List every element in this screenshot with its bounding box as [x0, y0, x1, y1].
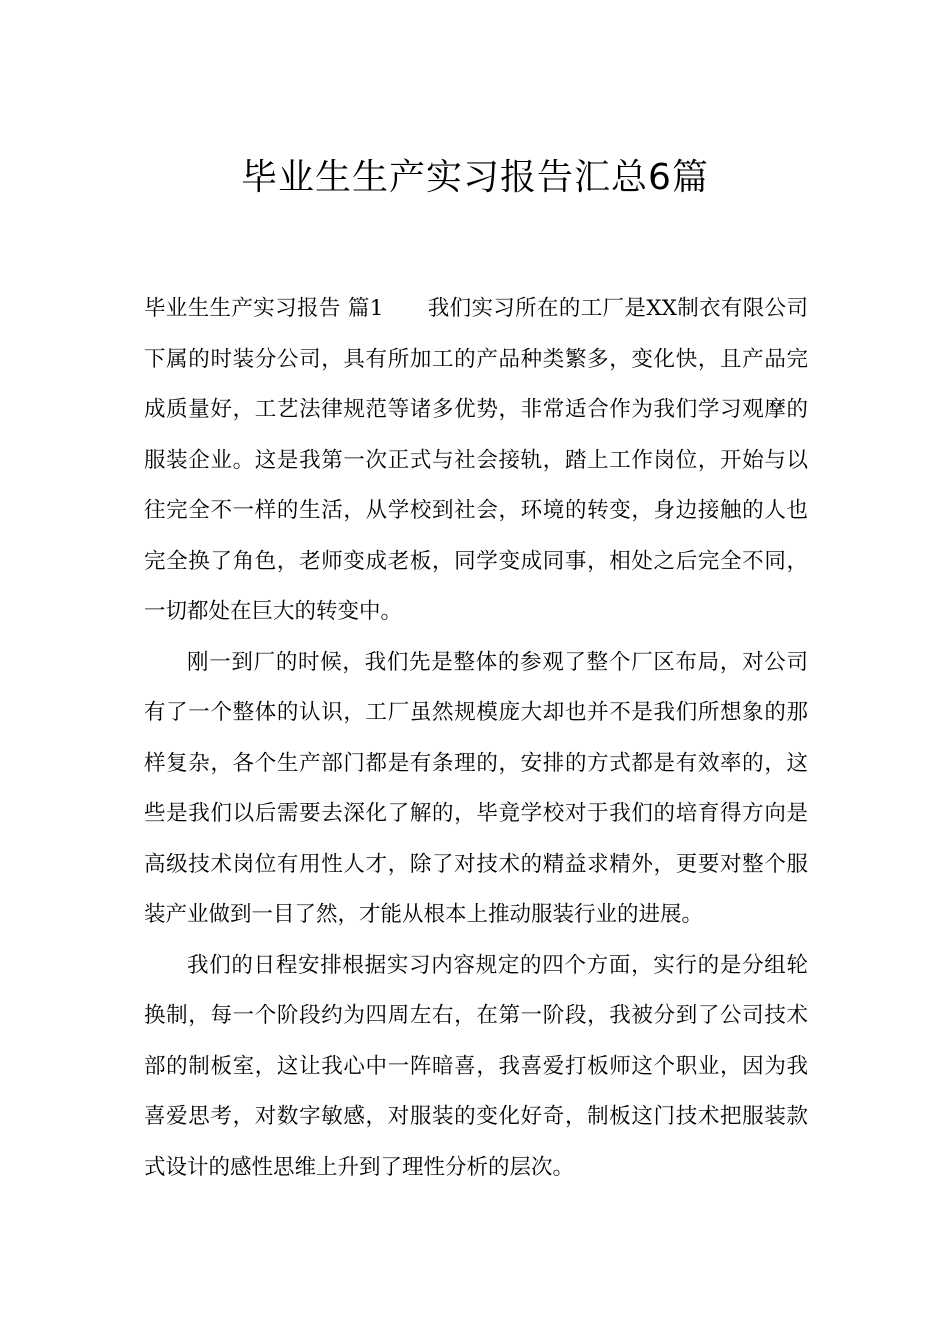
paragraph-3: 我们的日程安排根据实习内容规定的四个方面，实行的是分组轮换制，每一个阶段约为四周左右，在第一阶段，我被分到了公司技术部的制板室，这让我心中一阵暗喜，我喜爱打板师这个职业，因为我喜爱思考，对数字敏感，对服装的变化好奇，制板这门技术把服装款式设计的感性思维上升到了理性分析的层次。	[144, 952, 808, 1180]
document-title: 毕业生生产实习报告汇总6篇	[241, 157, 709, 199]
paragraph-1	[144, 284, 808, 638]
paragraph-1-text: 我们实习所在的工厂是XX制衣有限公司下属的时装分公司，具有所加工的产品种类繁多，变化快，且产品完成质量好，工艺法律规范等诸多优势，非常适合作为我们学习观摩的服装企业。这是我第一次正式与社会接轨，踏上工作岗位，开始与以往完全不一样的生活，从学校到社会，环境的转变，身边接触的人也完全换了角色，老师变成老板，同学变成同事，相处之后完全不同，一切都处在巨大的转变中。	[144, 296, 808, 624]
document-body	[144, 284, 808, 1193]
paragraph-2: 刚一到厂的时候，我们先是整体的参观了整个厂区布局，对公司有了一个整体的认识，工厂虽然规模庞大却也并不是我们所想象的那样复杂，各个生产部门都是有条理的，安排的方式都是有效率的，这些是我们以后需要去深化了解的，毕竟学校对于我们的培育得方向是高级技术岗位有用性人才，除了对技术的精益求精外，更要对整个服装产业做到一目了然，才能从根本上推动服装行业的进展。	[144, 649, 808, 927]
section-heading: 毕业生生产实习报告 篇1	[144, 296, 384, 321]
